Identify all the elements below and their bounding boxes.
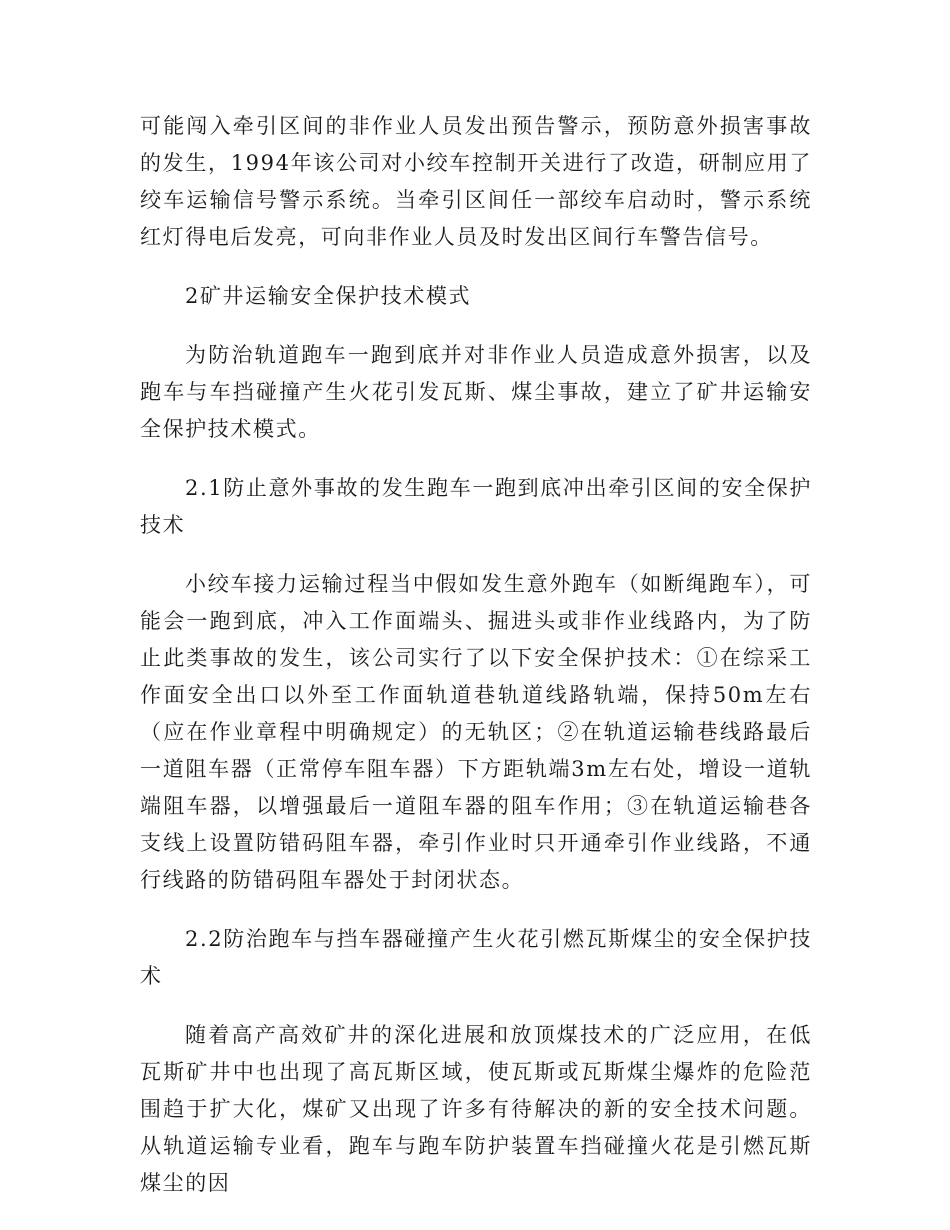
paragraph-section-2-intro: 为防治轨道跑车一跑到底并对非作业人员造成意外损害，以及跑车与车挡碰撞产生火花引发瓦斯、煤尘事故，建立了矿井运输安全保护技术模式。: [140, 343, 812, 441]
document-body: [140, 108, 812, 1224]
section-heading-2-2: 2.2防治跑车与挡车器碰撞产生火花引燃瓦斯煤尘的安全保护技术: [140, 927, 812, 988]
paragraph-continuation: 可能闯入牵引区间的非作业人员发出预告警示，预防意外损害事故的发生，1994年该公司对小绞车控制开关进行了改造，研制应用了绞车运输信号警示系统。当牵引区间任一部绞车启动时，警示系统红灯得电后发亮，可向非作业人员及时发出区间行车警告信号。: [140, 114, 812, 249]
paragraph-section-2-2-body: 随着高产高效矿井的深化进展和放顶煤技术的广泛应用，在低瓦斯矿井中也出现了高瓦斯区域，使瓦斯或瓦斯煤尘爆炸的危险范围趋于扩大化，煤矿又出现了许多有待解决的新的安全技术问题。从轨道运输专业看，跑车与跑车防护装置车挡碰撞火花是引燃瓦斯煤尘的因: [140, 1023, 812, 1195]
section-heading-2: 2矿井运输安全保护技术模式: [185, 284, 472, 308]
section-heading-2-1: 2.1防止意外事故的发生跑车一跑到底冲出牵引区间的安全保护技术: [140, 476, 812, 537]
paragraph-section-2-1-body: 小绞车接力运输过程当中假如发生意外跑车（如断绳跑车），可能会一跑到底，冲入工作面端头、掘进头或非作业线路内，为了防止此类事故的发生，该公司实行了以下安全保护技术：①在综采工作面安全出口以外至工作面轨道巷轨道线路轨端，保持50m左右（应在作业章程中明确规定）的无轨区；②在轨道运输巷线路最后一道阻车器（正常停车阻车器）下方距轨端3m左右处，增设一道轨端阻车器，以增强最后一道阻车器的阻车作用；③在轨道运输巷各支线上设置防错码阻车器，牵引作业时只开通牵引作业线路，不通行线路的防错码阻车器处于封闭状态。: [140, 572, 812, 892]
